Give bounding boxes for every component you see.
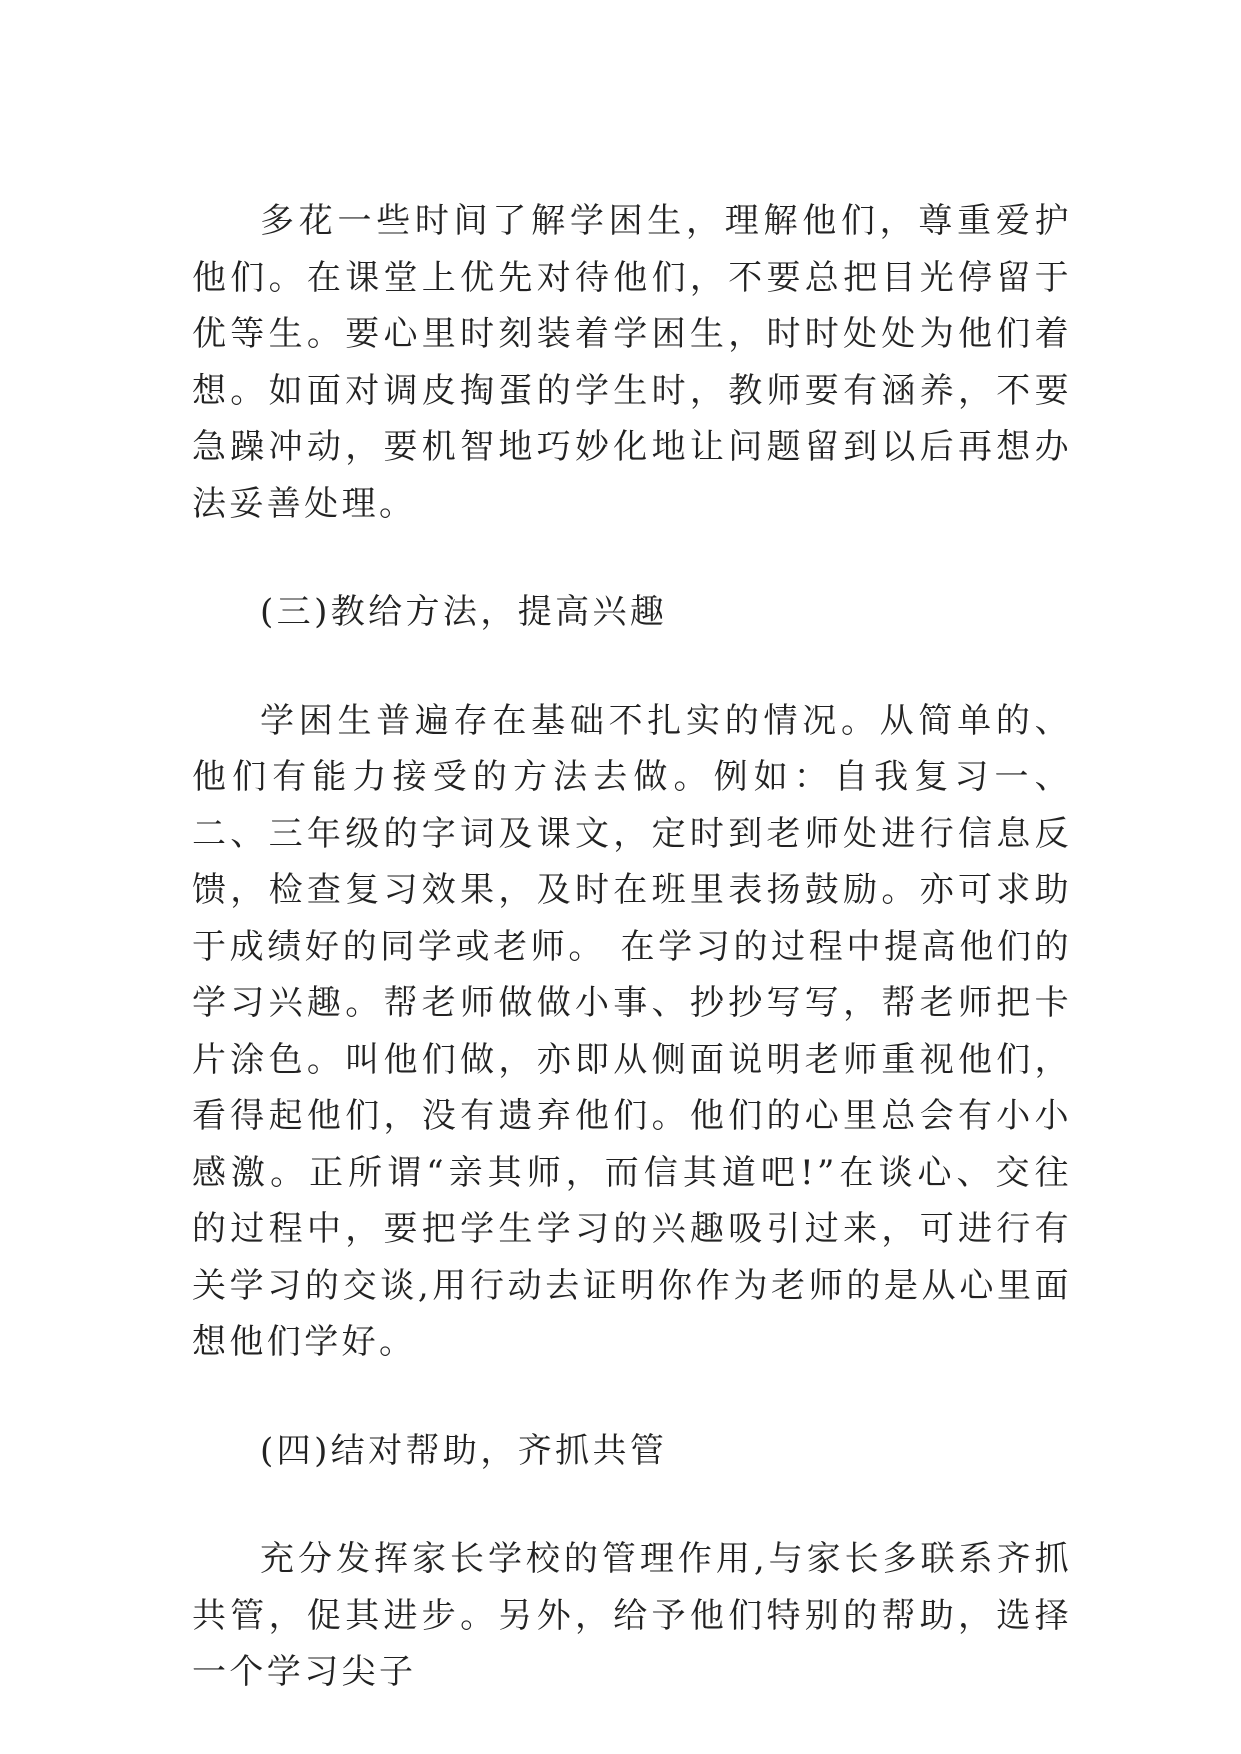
section-heading-four: (四)结对帮助，齐抓共管 — [260, 1430, 668, 1471]
paragraph-pair-help: 充分发挥家长学校的管理作用,与家长多联系齐抓共管，促其进步。另外，给予他们特别的帮助，选择一个学习尖子 — [192, 1539, 1072, 1692]
paragraph-teaching-methods: 学困生普遍存在基础不扎实的情况。从简单的、他们有能力接受的方法去做。例如：自我复习一、二、三年级的字词及课文，定时到老师处进行信息反馈，检查复习效果，及时在班里表扬鼓励。亦可求助于成绩好的同学或老师。 在学习的过程中提高他们的学习兴趣。帮老师做做小事、抄抄写写，帮老师把卡片涂色。叫他们做，亦即从侧面说明老师重视他们，看得起他们，没有遗弃他们。他们的心里总会有小小感激。正所谓“亲其师，而信其道吧!”在谈心、交往的过程中，要把学生学习的兴趣吸引过来，可进行有关学习的交谈,用行动去证明你作为老师的是从心里面想他们学好。 — [192, 700, 1072, 1362]
paragraph-spacer — [192, 641, 1072, 693]
paragraph-understand-students: 多花一些时间了解学困生，理解他们，尊重爱护他们。在课堂上优先对待他们，不要总把目光停留于优等生。要心里时刻装着学困生，时时处处为他们着想。如面对调皮掏蛋的学生时，教师要有涵养，不要急躁冲动，要机智地巧妙化地让问题留到以后再想办法妥善处理。 — [192, 201, 1072, 524]
paragraph-spacer — [192, 532, 1072, 584]
paragraph-spacer — [192, 1479, 1072, 1531]
paragraph-spacer — [192, 1371, 1072, 1423]
document-body — [192, 193, 1072, 1701]
section-heading-three: (三)教给方法，提高兴趣 — [260, 592, 668, 632]
